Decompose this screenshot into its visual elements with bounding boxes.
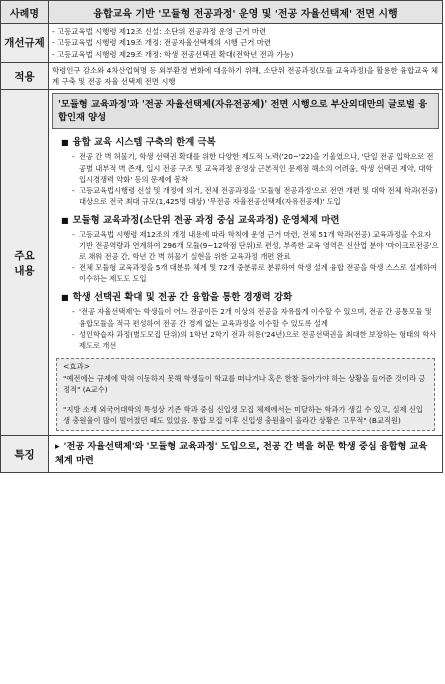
section-items: [52, 229, 439, 284]
section-items: [52, 151, 439, 206]
case-name-label: 사례명: [1, 1, 49, 24]
effects-box: [56, 358, 435, 431]
square-bullet-icon: ■: [61, 215, 69, 225]
effects-quote: "지방 소재 외국어대학의 특성상 기존 학과 중심 신입생 모집 체제에서는 미달하는 학과가 생길 수 있고, 실제 신입생 충원율이 많이 떨어졌던 때도 있었음. 통합 모집 이후 신입생 충원율이 올라간 상황은 고무적" (B교직원): [63, 404, 423, 426]
feature-text-cell: [49, 436, 443, 473]
list-item: - 전공 간 벽 허물기, 학생 선택권 확대를 위한 다양한 제도적 노력('20~'22)을 기울였으나, '단일 전공 입학으로 전공별 내부적 벽 존재, 입시 전공 구조 및 교육과정 운영상 근본적인 문제점 해소의 어려움, 학생 선택권 제약, 대학 입시경쟁력 약화' 등의 문제에 봉착: [72, 151, 439, 184]
section-title: [61, 137, 439, 149]
main-label-line1: 주요: [14, 249, 35, 262]
square-bullet-icon: ■: [61, 293, 69, 303]
header-row: [1, 1, 443, 24]
list-item: - 성인학습자 과정(별도모집 단위)의 1학년 2학기 전과 허용('24년)으로 전공선택권을 최대한 보장하는 형태의 학사제도로 개선: [72, 329, 439, 351]
section-title-text: 융합 교육 시스템 구축의 한계 극복: [72, 137, 216, 149]
main-content-row: [1, 90, 443, 436]
section-items: [52, 306, 439, 350]
reform-item: - 고등교육법 시행령 제12조 신설: 소단위 전공과정 운영 근거 마련: [52, 27, 267, 36]
main-content: [49, 90, 443, 436]
main-label-line2: 내용: [14, 264, 35, 277]
section-title-text: 모듈형 교육과정(소단위 전공 과정 중심 교육과정) 운영체제 마련: [72, 214, 340, 226]
feature-text: '전공 자율선택제'와 '모듈형 교육과정' 도입으로, 전공 간 벽을 허문 학생 중심 융합형 교육체계 마련: [55, 441, 428, 467]
divider: [63, 395, 428, 403]
feature-row: [1, 436, 443, 473]
application-row: [1, 62, 443, 90]
reform-label: 개선규제: [1, 24, 49, 63]
case-title: 융합교육 기반 '모듈형 전공과정' 운영 및 '전공 자율선택제' 전면 시행: [49, 1, 443, 24]
list-item: - 고등교육법시행령 신설 및 개정에 의거, 전체 전공과정을 '모듈형 전공과정'으로 전면 개편 및 대학 전체 학과(전공) 대상으로 전국 최대 규모(1,425명 대상) '무전공 자율전공선택제(자유전공제)' 도입: [72, 185, 439, 207]
section-title: [61, 215, 439, 227]
effects-quote: "예전에는 규제에 막혀 이동하지 못해 학생들이 학교를 떠나거나 혹은 한참 돌아가야 하는 상황을 들어준 것이라 긍정적" (A교수): [63, 373, 426, 394]
theme-box: '모듈형 교육과정'과 '전공 자율선택제(자유전공제)' 전면 시행으로 부산외대만의 글로벌 융합인재 양성: [52, 93, 439, 129]
arrow-icon: ▸: [55, 441, 60, 453]
reform-list: [49, 24, 443, 63]
reform-item: - 고등교육법 시행령 제19조 개정: 전공자율선택제의 시행 근거 마련: [52, 38, 271, 48]
main-content-label: [1, 90, 49, 436]
application-text: 학령인구 감소와 4차산업혁명 등 외부환경 변화에 대응하기 위해, 소단위 전공과정(모듈 교육과정)을 활용한 융합교육 체계 구축 및 전공 자율 선택제 전면 시행: [49, 62, 443, 90]
square-bullet-icon: ■: [61, 138, 69, 148]
list-item: - 고등교육법 시행령 제12조의 개정 내용에 따라 학칙에 운영 근거 마련, 전체 51개 학과(전공) 교육과정을 수요자 기반 전공역량과 연계하여 296개 모듈(9~12학점 단위)로 편성, 부족한 교육 영역은 신산업 분야 '마이크로전공'으로 채워 전공 간, 학년 간 벽 허물기 실현을 위한 교육과정 개편 완료: [72, 229, 439, 262]
application-label: 적용: [1, 62, 49, 90]
list-item: - '전공 자율선택제'는 학생들이 어느 전공이든 2개 이상의 전공을 자유롭게 이수할 수 있으며, 전공 간 공통모듈 및 융합모듈을 적극 편성하여 전공 간 경계 없는 교육과정을 이수할 수 있도록 설계: [72, 306, 439, 328]
feature-label: 특징: [1, 436, 49, 473]
reform-row: [1, 24, 443, 63]
section-title: [61, 292, 439, 304]
reform-item: - 고등교육법 시행령 제29조 개정: 학생 전공선택권 확대(전학년 전과 가능): [52, 49, 294, 59]
effects-title: <효과>: [63, 361, 91, 371]
section-title-text: 학생 선택권 확대 및 전공 간 융합을 통한 경쟁력 강화: [72, 292, 293, 304]
list-item: - 전체 모듈형 교육과정을 5개 대분류 체계 및 72개 중분류로 분류하여 학생 설계 융합 전공을 학생 스스로 설계하여 이수하는 제도도 도입: [72, 262, 439, 284]
